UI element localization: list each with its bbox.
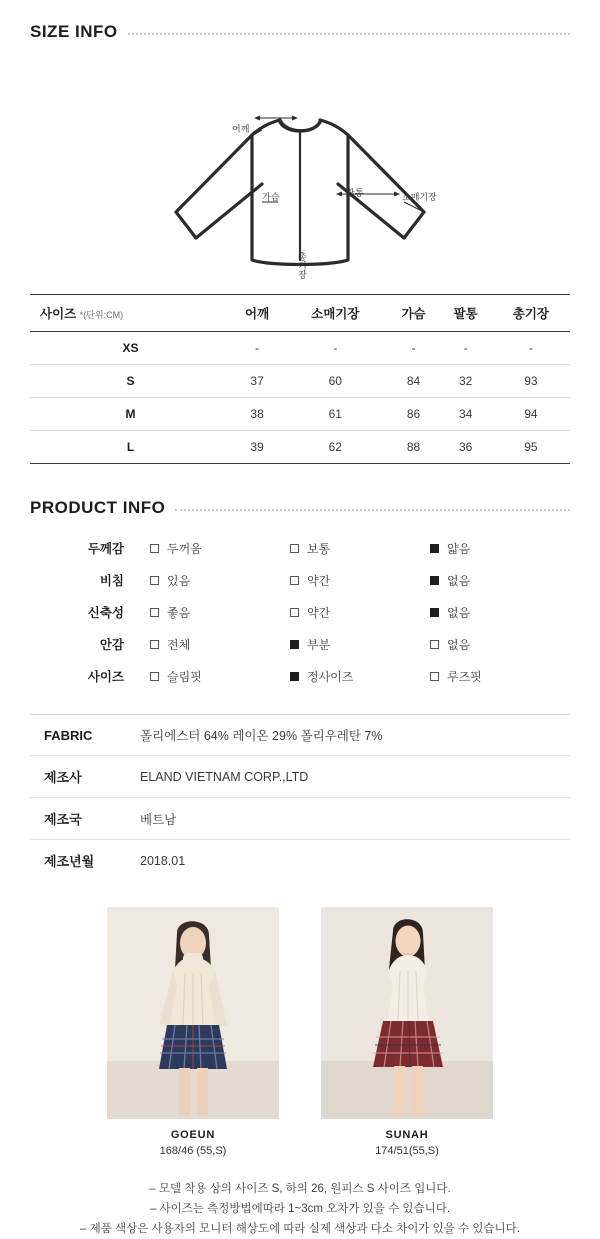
model-card bbox=[107, 907, 279, 1157]
fabric-value: 베트남 bbox=[140, 798, 570, 840]
product-info-option[interactable]: 없음 bbox=[430, 628, 570, 660]
product-info-option[interactable]: 전체 bbox=[150, 628, 290, 660]
size-row-label: L bbox=[30, 431, 231, 464]
size-cell: 94 bbox=[492, 398, 570, 431]
checkbox[interactable] bbox=[150, 672, 159, 681]
table-row bbox=[30, 715, 570, 756]
checkbox[interactable] bbox=[150, 576, 159, 585]
product-info-title: PRODUCT INFO bbox=[30, 498, 166, 517]
checkbox-checked[interactable] bbox=[430, 544, 439, 553]
model-photo-sunah bbox=[321, 907, 493, 1119]
size-cell: 36 bbox=[440, 431, 492, 464]
product-info-label: 신축성 bbox=[87, 606, 124, 620]
product-info-option[interactable]: 루즈핏 bbox=[430, 660, 570, 692]
size-cell: 34 bbox=[440, 398, 492, 431]
model-name: GOEUN bbox=[170, 1129, 216, 1141]
size-info-title: SIZE INFO bbox=[30, 22, 118, 41]
size-info-header bbox=[30, 22, 570, 42]
garment-diagram bbox=[0, 60, 600, 280]
model-spec: 174/51(55,S) bbox=[375, 1145, 439, 1157]
size-cell: 60 bbox=[283, 365, 387, 398]
size-table-col-shoulder: 어깨 bbox=[231, 295, 283, 332]
table-row bbox=[30, 431, 570, 464]
product-info-option[interactable]: 좋음 bbox=[150, 596, 290, 628]
diagram-label-total-length: 총기장 bbox=[297, 252, 307, 279]
product-info-option[interactable]: 슬림핏 bbox=[150, 660, 290, 692]
table-row bbox=[30, 840, 570, 882]
product-info-section bbox=[0, 498, 600, 692]
product-info-row-fit bbox=[30, 660, 570, 692]
product-info-option[interactable]: 부분 bbox=[290, 628, 430, 660]
model-caption bbox=[107, 1129, 279, 1157]
size-cell: - bbox=[440, 332, 492, 365]
product-info-table bbox=[30, 532, 570, 692]
size-cell: 32 bbox=[440, 365, 492, 398]
product-info-label: 두께감 bbox=[87, 542, 124, 556]
size-cell: 93 bbox=[492, 365, 570, 398]
size-cell: 88 bbox=[387, 431, 439, 464]
fabric-table bbox=[30, 715, 570, 881]
fabric-value: ELAND VIETNAM CORP.,LTD bbox=[140, 756, 570, 798]
size-cell: - bbox=[283, 332, 387, 365]
product-info-row-sheerness bbox=[30, 564, 570, 596]
checkbox[interactable] bbox=[150, 640, 159, 649]
header-dotted-rule bbox=[128, 33, 570, 35]
size-cell: 38 bbox=[231, 398, 283, 431]
product-info-label: 안감 bbox=[99, 638, 124, 652]
table-row bbox=[30, 365, 570, 398]
checkbox-checked[interactable] bbox=[290, 672, 299, 681]
checkbox-checked[interactable] bbox=[430, 576, 439, 585]
size-table-col-sleeve-width: 팔통 bbox=[440, 295, 492, 332]
fabric-label: 제조사 bbox=[30, 756, 140, 798]
product-info-option[interactable]: 없음 bbox=[430, 564, 570, 596]
product-info-option[interactable]: 약간 bbox=[290, 596, 430, 628]
diagram-label-shoulder: 어깨 bbox=[232, 124, 250, 134]
product-info-option[interactable]: 없음 bbox=[430, 596, 570, 628]
size-table-col-total-length: 총기장 bbox=[492, 295, 570, 332]
table-row bbox=[30, 398, 570, 431]
size-cell: 62 bbox=[283, 431, 387, 464]
product-info-row-thickness bbox=[30, 532, 570, 564]
checkbox[interactable] bbox=[430, 640, 439, 649]
fabric-value: 폴리에스터 64% 레이온 29% 폴리우레탄 7% bbox=[140, 715, 570, 756]
fabric-label: 제조국 bbox=[30, 798, 140, 840]
model-spec: 168/46 (55,S) bbox=[159, 1145, 227, 1157]
diagram-label-sleeve-width: 팔통 bbox=[346, 188, 364, 198]
diagram-label-chest: 가슴 bbox=[262, 192, 280, 202]
table-row bbox=[30, 756, 570, 798]
fabric-value: 2018.01 bbox=[140, 853, 186, 868]
size-cell: 39 bbox=[231, 431, 283, 464]
model-caption bbox=[321, 1129, 493, 1157]
size-row-label: M bbox=[30, 398, 231, 431]
checkbox[interactable] bbox=[150, 608, 159, 617]
product-info-row-lining bbox=[30, 628, 570, 660]
size-table bbox=[30, 294, 570, 464]
product-info-option[interactable]: 약간 bbox=[290, 564, 430, 596]
table-row bbox=[30, 332, 570, 365]
product-info-row-elasticity bbox=[30, 596, 570, 628]
header-dotted-rule bbox=[175, 509, 570, 511]
fabric-info-section bbox=[30, 714, 570, 881]
table-row bbox=[30, 798, 570, 840]
size-cell: 86 bbox=[387, 398, 439, 431]
fabric-label: FABRIC bbox=[30, 715, 140, 756]
product-info-option[interactable]: 있음 bbox=[150, 564, 290, 596]
checkbox[interactable] bbox=[290, 608, 299, 617]
size-info-page bbox=[0, 22, 600, 1235]
product-info-option[interactable]: 정사이즈 bbox=[290, 660, 430, 692]
product-info-header bbox=[30, 498, 570, 518]
fabric-label: 제조년월 bbox=[44, 854, 95, 869]
size-cell: 61 bbox=[283, 398, 387, 431]
diagram-label-sleeve-length: 소매기장 bbox=[402, 192, 437, 202]
product-info-option[interactable]: 얇음 bbox=[430, 532, 570, 564]
size-table-col-chest: 가슴 bbox=[387, 295, 439, 332]
size-table-header-row bbox=[30, 295, 570, 332]
checkbox[interactable] bbox=[290, 576, 299, 585]
model-name: SUNAH bbox=[385, 1129, 429, 1141]
size-table-wrap bbox=[30, 294, 570, 464]
size-cell: 37 bbox=[231, 365, 283, 398]
model-card bbox=[321, 907, 493, 1157]
note-line: – 제품 색상은 사용자의 모니터 해상도에 따라 실제 색상과 다소 차이가 있을 수 있습니다. bbox=[80, 1223, 520, 1235]
size-cell: - bbox=[231, 332, 283, 365]
note-line: – 사이즈는 측정방법에따라 1~3cm 오차가 있을 수 있습니다. bbox=[149, 1203, 451, 1215]
size-row-label: XS bbox=[30, 332, 231, 365]
size-table-col-size: 사이즈 *(단위:CM) bbox=[30, 295, 231, 332]
model-photos bbox=[0, 907, 600, 1157]
checkbox[interactable] bbox=[150, 544, 159, 553]
checkbox[interactable] bbox=[290, 544, 299, 553]
product-info-label: 사이즈 bbox=[87, 670, 124, 684]
note-line: – 모델 착용 상의 사이즈 S, 하의 26, 원피스 S 사이즈 입니다. bbox=[149, 1183, 451, 1195]
notes-block bbox=[30, 1179, 570, 1239]
size-cell: - bbox=[492, 332, 570, 365]
size-row-label: S bbox=[30, 365, 231, 398]
model-photo-goeun bbox=[107, 907, 279, 1119]
checkbox[interactable] bbox=[430, 672, 439, 681]
size-table-col-sleeve-length: 소매기장 bbox=[283, 295, 387, 332]
size-unit-note: *(단위:CM) bbox=[79, 310, 124, 320]
product-info-label: 비침 bbox=[99, 574, 124, 588]
product-info-option[interactable]: 두꺼움 bbox=[150, 532, 290, 564]
size-cell: - bbox=[387, 332, 439, 365]
product-info-option[interactable]: 보통 bbox=[290, 532, 430, 564]
size-cell: 84 bbox=[387, 365, 439, 398]
checkbox-checked[interactable] bbox=[430, 608, 439, 617]
size-cell: 95 bbox=[492, 431, 570, 464]
checkbox-checked[interactable] bbox=[290, 640, 299, 649]
